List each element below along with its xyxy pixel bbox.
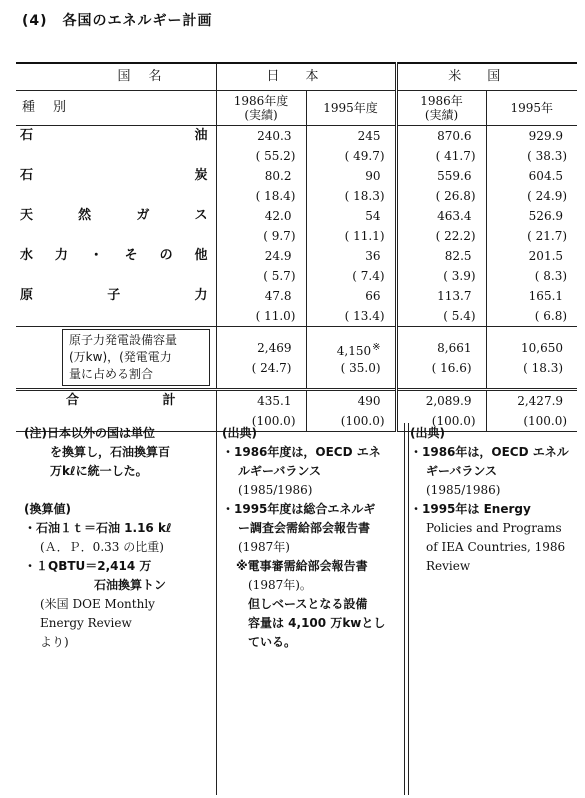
source-line: ・1995年度は総合エネルギ xyxy=(222,502,376,516)
value-cell: 36 xyxy=(306,246,396,266)
share-cell: ( 41.7) xyxy=(396,146,486,166)
capacity-share: ( 35.0) xyxy=(340,360,381,375)
source-line: Review xyxy=(426,559,471,573)
share-cell: ( 11.1) xyxy=(306,226,396,246)
table-row xyxy=(16,286,577,306)
row-label-text xyxy=(20,166,208,186)
total-value: 490 xyxy=(306,390,396,412)
char: ガ xyxy=(136,208,150,223)
empty-cell xyxy=(16,266,216,286)
source-line: ・1995年は Energy xyxy=(410,502,531,516)
share-cell: ( 9.7) xyxy=(216,226,306,246)
total-label xyxy=(16,390,216,412)
value-cell: 54 xyxy=(306,206,396,226)
header-jp-1995: 1995年度 xyxy=(306,91,396,126)
share-cell: ( 38.3) xyxy=(486,146,577,166)
value-cell: 526.9 xyxy=(486,206,577,226)
note-line: を換算し，石油換算百 xyxy=(50,445,171,459)
source-line: Policies and Programs xyxy=(426,521,562,535)
capacity-row xyxy=(16,327,577,390)
share-cell: ( 55.2) xyxy=(216,146,306,166)
capacity-share: ( 18.3) xyxy=(523,360,564,375)
source-line: ・1986年度は，OECD エネ xyxy=(222,445,381,459)
source-line: (1985/1986) xyxy=(426,483,501,497)
header-country-label: 国名 xyxy=(16,63,216,91)
header-type-label: 種別 xyxy=(16,91,216,126)
char: 合 xyxy=(66,393,80,408)
share-cell: ( 5.7) xyxy=(216,266,306,286)
capacity-label-box xyxy=(62,329,210,386)
share-cell: ( 11.0) xyxy=(216,306,306,327)
total-row xyxy=(16,390,577,412)
char: 他 xyxy=(194,248,208,263)
table-row xyxy=(16,166,577,186)
share-cell: ( 21.7) xyxy=(486,226,577,246)
capacity-value: 2,469 xyxy=(257,340,292,355)
footnote-mark: ※ xyxy=(372,341,381,353)
header-us-1986-year: 1986年 xyxy=(420,94,463,108)
header-jp-1986-sub: (実績) xyxy=(244,108,278,122)
note-line xyxy=(24,424,214,443)
char: ス xyxy=(194,208,208,223)
conversion-line: (米国 DOE Monthly xyxy=(40,597,155,611)
capacity-share: ( 16.6) xyxy=(431,360,472,375)
value-cell: 165.1 xyxy=(486,286,577,306)
row-label-text xyxy=(20,126,208,146)
source-line: 但しベースとなる設備 xyxy=(248,597,368,611)
row-label-nuclear xyxy=(16,286,216,306)
value-cell: 24.9 xyxy=(216,246,306,266)
note-text: 日本以外の国は単位 xyxy=(46,426,155,440)
empty-cell xyxy=(16,146,216,166)
char: 炭 xyxy=(194,168,208,183)
row-label-oil xyxy=(16,126,216,147)
notes-column xyxy=(24,424,214,652)
note-head: (注) xyxy=(24,426,47,440)
capacity-label-line2: (万kw)，(発電電力 xyxy=(69,350,172,364)
value-cell: 47.8 xyxy=(216,286,306,306)
capacity-label-line3: 量に占める割合 xyxy=(69,367,154,381)
header-us-1995: 1995年 xyxy=(486,91,577,126)
value-cell: 201.5 xyxy=(486,246,577,266)
char: 然 xyxy=(78,208,92,223)
row-label-text xyxy=(20,286,208,306)
char: の xyxy=(159,248,173,263)
capacity-value xyxy=(307,338,381,358)
conversion-line: 石油換算トン xyxy=(94,578,167,592)
source-line: 容量は 4,100 万kwとし xyxy=(248,616,386,630)
char: 石 xyxy=(20,168,34,183)
source-line: ギーバランス xyxy=(426,464,498,478)
note-line: 万kℓに統一した。 xyxy=(50,464,148,478)
value-cell: 66 xyxy=(306,286,396,306)
source-line: ルギーバランス xyxy=(238,464,322,478)
table-row-share xyxy=(16,146,577,166)
value-cell: 90 xyxy=(306,166,396,186)
table-row xyxy=(16,246,577,266)
source-line: (1985/1986) xyxy=(238,483,313,497)
header-row-country xyxy=(16,63,577,91)
capacity-value: 8,661 xyxy=(437,340,472,355)
conversion-line: Energy Review xyxy=(40,616,132,630)
char: 子 xyxy=(107,288,121,303)
capacity-jp95 xyxy=(306,327,396,390)
source-line: ている。 xyxy=(248,635,297,649)
char: ・ xyxy=(89,248,103,263)
conversion-line: (Ａ．Ｐ．0.33 の比重) xyxy=(40,540,164,554)
source-usa-column xyxy=(410,424,580,576)
total-value: 2,089.9 xyxy=(396,390,486,412)
char: 石 xyxy=(20,128,34,143)
share-cell: ( 13.4) xyxy=(306,306,396,327)
capacity-value-text: 4,150 xyxy=(336,343,372,358)
conversion-head: (換算値) xyxy=(24,502,71,516)
header-jp-1986 xyxy=(216,91,306,126)
notes-divider xyxy=(404,423,409,795)
value-cell: 80.2 xyxy=(216,166,306,186)
total-share: (100.0) xyxy=(216,411,306,432)
char: 原 xyxy=(20,288,34,303)
total-value: 435.1 xyxy=(216,390,306,412)
char: 計 xyxy=(162,393,176,408)
share-cell: ( 22.2) xyxy=(396,226,486,246)
char: 天 xyxy=(20,208,34,223)
capacity-us86 xyxy=(396,327,486,390)
notes-divider xyxy=(216,423,217,795)
char: 水 xyxy=(20,248,34,263)
table-row-share xyxy=(16,186,577,206)
source-line: of IEA Countries, 1986 xyxy=(426,540,566,554)
conversion-line: ・石油１ｔ＝石油 1.16 kℓ xyxy=(24,521,172,535)
value-cell: 604.5 xyxy=(486,166,577,186)
capacity-us95 xyxy=(486,327,577,390)
energy-plan-table xyxy=(16,62,577,432)
total-share: (100.0) xyxy=(306,411,396,432)
share-cell: ( 6.8) xyxy=(486,306,577,327)
share-cell: ( 8.3) xyxy=(486,266,577,286)
value-cell: 240.3 xyxy=(216,126,306,147)
row-label-coal xyxy=(16,166,216,186)
share-cell: ( 3.9) xyxy=(396,266,486,286)
conversion-line: ・１QBTU＝2,414 万 xyxy=(24,559,152,573)
header-row-year xyxy=(16,91,577,126)
share-cell: ( 24.9) xyxy=(486,186,577,206)
share-cell: ( 18.3) xyxy=(306,186,396,206)
header-jp-1986-year: 1986年度 xyxy=(233,94,289,108)
page-title: (4) 各国のエネルギー計画 xyxy=(22,13,213,29)
source-line: ※電事審需給部会報告書 xyxy=(236,559,368,573)
value-cell: 870.6 xyxy=(396,126,486,147)
value-cell: 82.5 xyxy=(396,246,486,266)
value-cell: 559.6 xyxy=(396,166,486,186)
row-label-text xyxy=(20,206,208,226)
table-row xyxy=(16,206,577,226)
value-cell: 42.0 xyxy=(216,206,306,226)
char: 油 xyxy=(194,128,208,143)
value-cell: 929.9 xyxy=(486,126,577,147)
source-line: (1987年) xyxy=(238,540,290,554)
total-share: (100.0) xyxy=(396,411,486,432)
share-cell: ( 18.4) xyxy=(216,186,306,206)
table-row xyxy=(16,126,577,147)
share-cell: ( 49.7) xyxy=(306,146,396,166)
empty-cell xyxy=(16,186,216,206)
capacity-jp86 xyxy=(216,327,306,390)
char: 力 xyxy=(54,248,68,263)
share-cell: ( 5.4) xyxy=(396,306,486,327)
table-row-share xyxy=(16,306,577,327)
capacity-label-line1: 原子力発電設備容量 xyxy=(69,333,178,347)
share-cell: ( 26.8) xyxy=(396,186,486,206)
source-head: (出典) xyxy=(222,426,257,440)
char: 力 xyxy=(194,288,208,303)
source-line: ・1986年は，OECD エネル xyxy=(410,445,569,459)
source-line: ー調査会需給部会報告書 xyxy=(238,521,371,535)
capacity-label-cell xyxy=(16,327,216,390)
total-label-text xyxy=(66,391,176,411)
source-head: (出典) xyxy=(410,426,445,440)
capacity-share: ( 24.7) xyxy=(251,360,292,375)
char: そ xyxy=(124,248,138,263)
empty-cell xyxy=(16,306,216,327)
value-cell: 113.7 xyxy=(396,286,486,306)
table-row-share xyxy=(16,266,577,286)
header-usa: 米国 xyxy=(396,63,577,91)
conversion-line: より) xyxy=(40,635,69,649)
header-us-1986 xyxy=(396,91,486,126)
header-us-1986-sub: (実績) xyxy=(424,108,459,122)
row-label-natural-gas xyxy=(16,206,216,226)
empty-cell xyxy=(16,226,216,246)
source-line: (1987年)。 xyxy=(248,578,312,592)
header-japan: 日本 xyxy=(216,63,396,91)
capacity-value: 10,650 xyxy=(521,340,564,355)
spacer xyxy=(24,481,214,500)
source-japan-column xyxy=(222,424,402,652)
total-value: 2,427.9 xyxy=(486,390,577,412)
value-cell: 245 xyxy=(306,126,396,147)
share-cell: ( 7.4) xyxy=(306,266,396,286)
row-label-text xyxy=(20,246,208,266)
table-row-share xyxy=(16,226,577,246)
total-share: (100.0) xyxy=(486,411,577,432)
row-label-hydro-other xyxy=(16,246,216,266)
value-cell: 463.4 xyxy=(396,206,486,226)
